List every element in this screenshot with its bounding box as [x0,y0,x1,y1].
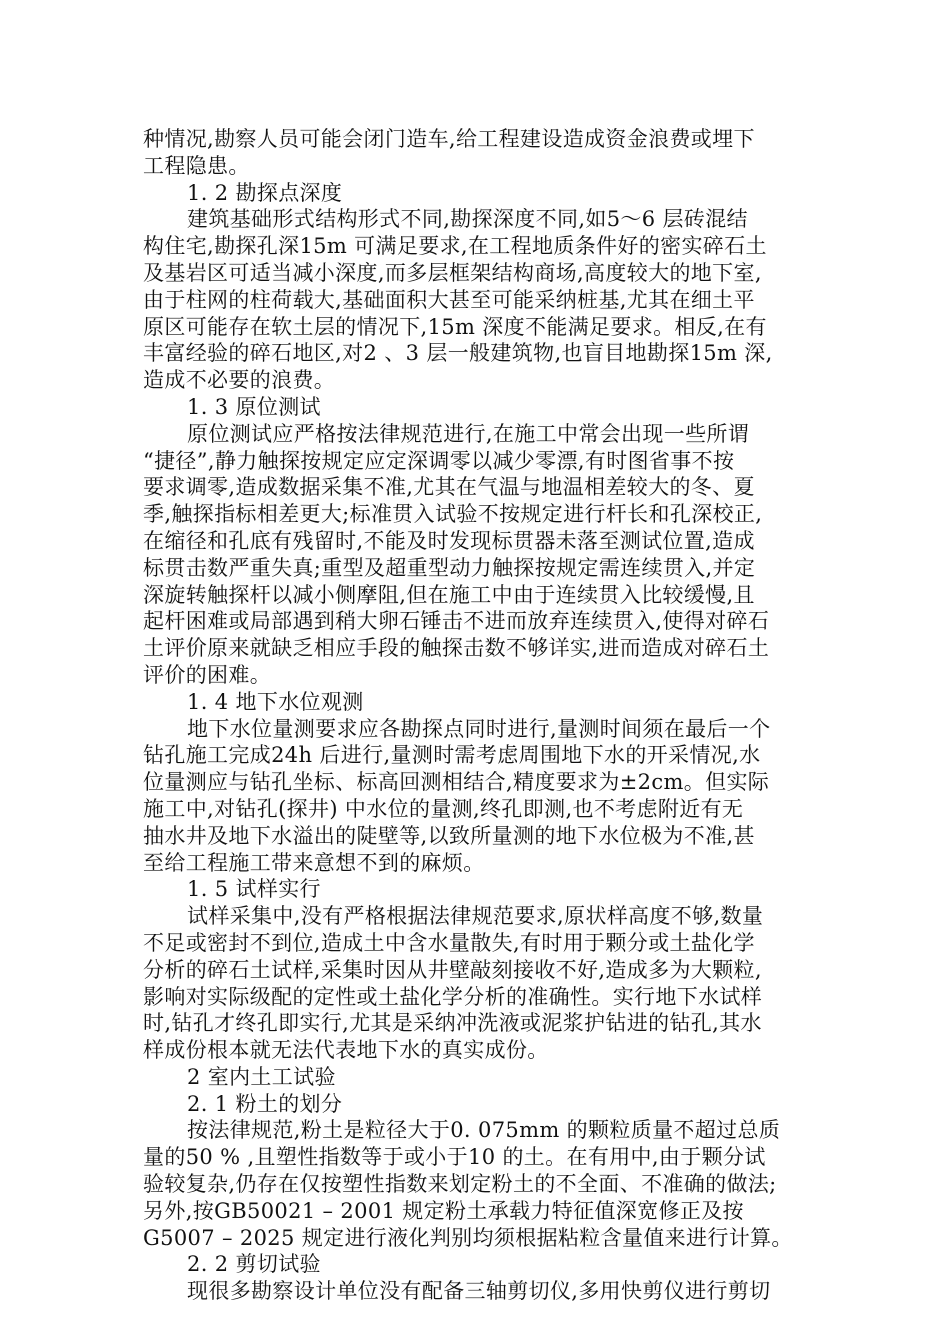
paragraph-line: 丰富经验的碎石地区,对2 、3 层一般建筑物,也盲目地勘探15m 深, [143,341,773,366]
paragraph-line: 建筑基础形式结构形式不同,勘探深度不同,如5～6 层砖混结 [187,207,748,232]
paragraph-line: 位量测应与钻孔坐标、标高回测相结合,精度要求为±2cm。但实际 [143,770,770,795]
paragraph-line: 按法律规范,粉土是粒径大于0. 075mm 的颗粒质量不超过总质 [187,1118,781,1143]
paragraph-line: 深旋转触探杆以减小侧摩阻,但在施工中由于连续贯入比较缓慢,且 [143,582,755,607]
document-body [143,126,823,1305]
paragraph-line: 影响对实际级配的定性或土盐化学分析的准确性。实行地下水试样 [143,984,763,1009]
paragraph-line: 量的50 % ,且塑性指数等于或小于10 的土。在有用中,由于颗分试 [143,1145,766,1170]
paragraph-line: 土评价原来就缺乏相应手段的触探击数不够详实,进而造成对碎石土 [143,636,770,661]
paragraph-line: 钻孔施工完成24h 后进行,量测时需考虑周围地下水的开采情况,水 [143,743,761,768]
section-heading: 1. 5 试样实行 [187,877,321,902]
paragraph-line: “捷径”,静力触探按规定应定深调零以减少零漂,有时图省事不按 [143,448,735,473]
paragraph-line: 工程隐患。 [143,153,250,178]
section-heading: 2. 1 粉土的划分 [187,1091,343,1116]
paragraph-line: 要求调零,造成数据采集不准,尤其在气温与地温相差较大的冬、夏 [143,475,755,500]
paragraph-line: 样成份根本就无法代表地下水的真实成份。 [143,1038,549,1063]
paragraph-line: 不足或密封不到位,造成土中含水量散失,有时用于颗分或土盐化学 [143,930,755,955]
paragraph-line: 季,触探指标相差更大;标准贯入试验不按规定进行杆长和孔深校正, [143,502,763,527]
paragraph-line: G5007 – 2025 规定进行液化判别均须根据粘粒含量值来进行计算。 [143,1225,793,1250]
section-heading: 2 室内土工试验 [187,1064,336,1089]
section-heading: 1. 2 勘探点深度 [187,180,343,205]
paragraph-line: 评价的困难。 [143,662,272,687]
paragraph-line: 造成不必要的浪费。 [143,368,336,393]
paragraph-line: 原位测试应严格按法律规范进行,在施工中常会出现一些所谓 [187,421,750,446]
paragraph-line: 抽水井及地下水溢出的陡壁等,以致所量测的地下水位极为不准,甚 [143,823,755,848]
paragraph-line: 原区可能存在软土层的情况下,15m 深度不能满足要求。相反,在有 [143,314,767,339]
paragraph-line: 地下水位量测要求应各勘探点同时进行,量测时间须在最后一个 [187,716,771,741]
paragraph-line: 种情况,勘察人员可能会闭门造车,给工程建设造成资金浪费或埋下 [143,127,755,151]
paragraph-line: 由于柱网的柱荷载大,基础面积大甚至可能采纳桩基,尤其在细土平 [143,287,755,312]
paragraph-line: 分析的碎石土试样,采集时因从井壁敲刻接收不好,造成多为大颗粒, [143,957,762,982]
paragraph-line: 至给工程施工带来意想不到的麻烦。 [143,850,485,875]
paragraph-line: 施工中,对钻孔(探井) 中水位的量测,终孔即测,也不考虑附近有无 [143,796,744,821]
section-heading: 1. 4 地下水位观测 [187,689,364,714]
paragraph-line: 起杆困难或局部遇到稍大卵石锤击不进而放弃连续贯入,使得对碎石 [143,609,770,634]
paragraph-line: 试样采集中,没有严格根据法律规范要求,原状样高度不够,数量 [187,904,764,929]
paragraph-line: 及基岩区可适当减小深度,而多层框架结构商场,高度较大的地下室, [143,260,762,285]
paragraph-line: 在缩径和孔底有残留时,不能及时发现标贯器未落至测试位置,造成 [143,528,755,553]
paragraph-line: 另外,按GB50021 – 2001 规定粉土承载力特征值深宽修正及按 [143,1198,744,1223]
paragraph-line: 构住宅,勘探孔深15m 可满足要求,在工程地质条件好的密实碎石土 [143,234,767,259]
paragraph-line: 时,钻孔才终孔即实行,尤其是采纳冲洗液或泥浆护钻进的钻孔,其水 [143,1011,762,1036]
paragraph-line: 验较复杂,仍存在仅按塑性指数来划定粉土的不全面、不准确的做法; [143,1172,777,1197]
section-heading: 1. 3 原位测试 [187,394,321,419]
section-heading: 2. 2 剪切试验 [187,1252,321,1277]
paragraph-line: 标贯击数严重失真;重型及超重型动力触探按规定需连续贯入,并定 [143,555,756,580]
paragraph-line: 现很多勘察设计单位没有配备三轴剪切仪,多用快剪仪进行剪切 [187,1279,771,1304]
